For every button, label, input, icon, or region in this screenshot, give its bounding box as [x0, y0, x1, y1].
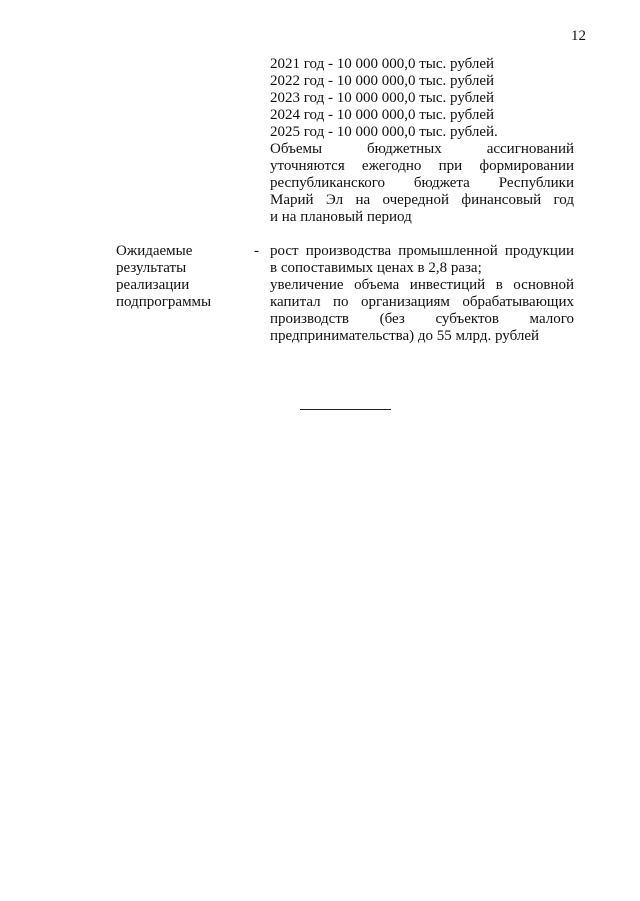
results-label-line: Ожидаемые — [116, 243, 193, 259]
results-label — [116, 243, 246, 311]
funding-year-line: 2022 год - 10 000 000,0 тыс. рублей — [270, 73, 495, 89]
funding-note-line: республиканского бюджета Республики — [270, 175, 574, 191]
results-text-line: предпринимательства) до 55 млрд. рублей — [270, 328, 540, 344]
funding-block — [270, 56, 574, 226]
funding-year-line: 2021 год - 10 000 000,0 тыс. рублей — [270, 56, 495, 72]
page-number: 12 — [571, 28, 586, 44]
results-text-line: капитал по организациям обрабатывающих — [270, 294, 574, 310]
results-text-line: увеличение объема инвестиций в основной — [270, 277, 574, 293]
results-label-line: реализации — [116, 277, 190, 293]
results-text — [270, 243, 574, 345]
funding-year-line: 2024 год - 10 000 000,0 тыс. рублей — [270, 107, 495, 123]
funding-note-line: Марий Эл на очередной финансовый год — [270, 192, 574, 208]
funding-note-line: Объемы бюджетных ассигнований — [270, 141, 574, 157]
funding-note-line: и на плановый период — [270, 209, 412, 225]
results-label-line: результаты — [116, 260, 187, 276]
results-label-line: подпрограммы — [116, 294, 212, 310]
end-separator-line — [300, 409, 391, 410]
funding-note-line: уточняются ежегодно при формировании — [270, 158, 574, 174]
results-dash: - — [254, 243, 259, 259]
funding-year-line: 2025 год - 10 000 000,0 тыс. рублей. — [270, 124, 498, 140]
funding-year-line: 2023 год - 10 000 000,0 тыс. рублей — [270, 90, 495, 106]
results-text-line: производств (без субъектов малого — [270, 311, 574, 327]
results-text-line: рост производства промышленной продукции — [270, 243, 574, 259]
results-text-line: в сопоставимых ценах в 2,8 раза; — [270, 260, 482, 276]
